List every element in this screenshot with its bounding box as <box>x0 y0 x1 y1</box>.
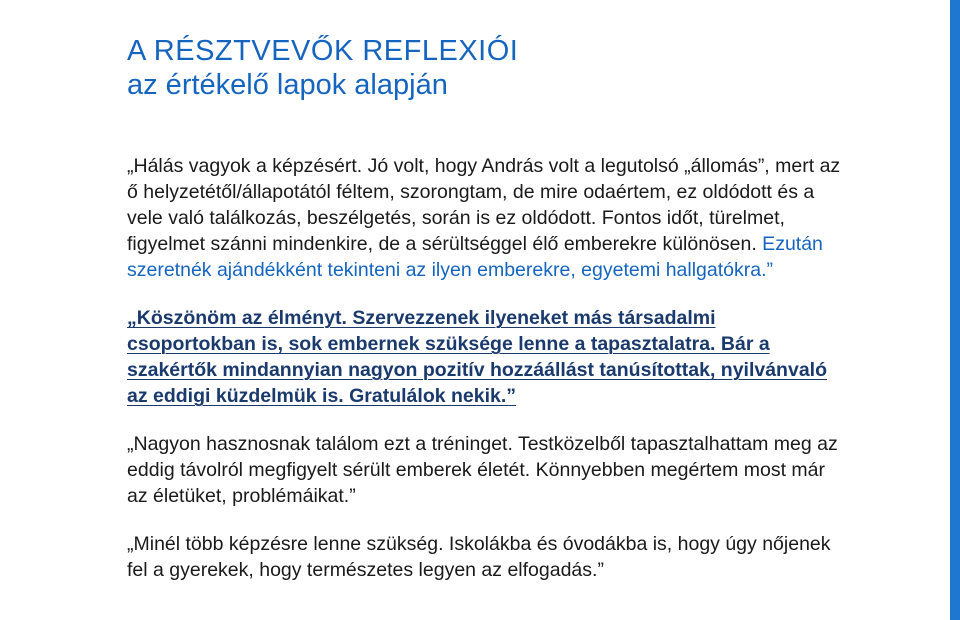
reflection-quote-1 <box>127 153 847 283</box>
decorative-corner-bar <box>950 0 960 620</box>
reflection-quote-3: „Nagyon hasznosnak találom ezt a tréninget. Testközelből tapasztalhattam meg az eddig távolról megfigyelt sérült emberek életét. Könnyebben megértem most már az életüket, problémáikat.” <box>127 433 838 507</box>
slide-subtitle: az értékelő lapok alapján <box>127 69 448 101</box>
slide-header <box>127 34 518 102</box>
reflection-quote-2: „Köszönöm az élményt. Szervezzenek ilyeneket más társadalmi csoportokban is, sok embernek szüksége lenne a tapasztalatra. Bár a szakértők mindannyian nagyon pozitív hozzáállást tanúsítottak, nyilvánvaló az eddigi küzdelmük is. Gratulálok nekik.” <box>127 307 827 407</box>
reflection-quote-1-part-2: Ezután szeretnék ajándékként tekinteni az ilyen emberekre, egyetemi hallgatókra.” <box>127 233 823 281</box>
reflection-quote-1-part-1: „Hálás vagyok a képzésért. Jó volt, hogy András volt a legutolsó „állomás”, mert az ő helyzetétől/állapotától féltem, szorongtam, de mire odaértem, ez oldódott és a vele való találkozás, beszélgetés, során is ez oldódott. Fontos időt, türelmet, figyelmet szánni mindenkire, de a sérültséggel élő emberekre különösen. <box>127 155 841 255</box>
slide-title: A RÉSZTVEVŐK REFLEXIÓI <box>127 35 519 67</box>
reflections-body <box>127 153 847 605</box>
reflection-quote-4: „Minél több képzésre lenne szükség. Iskolákba és óvodákba is, hogy úgy nőjenek fel a gyerekek, hogy természetes legyen az elfogadás.” <box>127 533 831 581</box>
